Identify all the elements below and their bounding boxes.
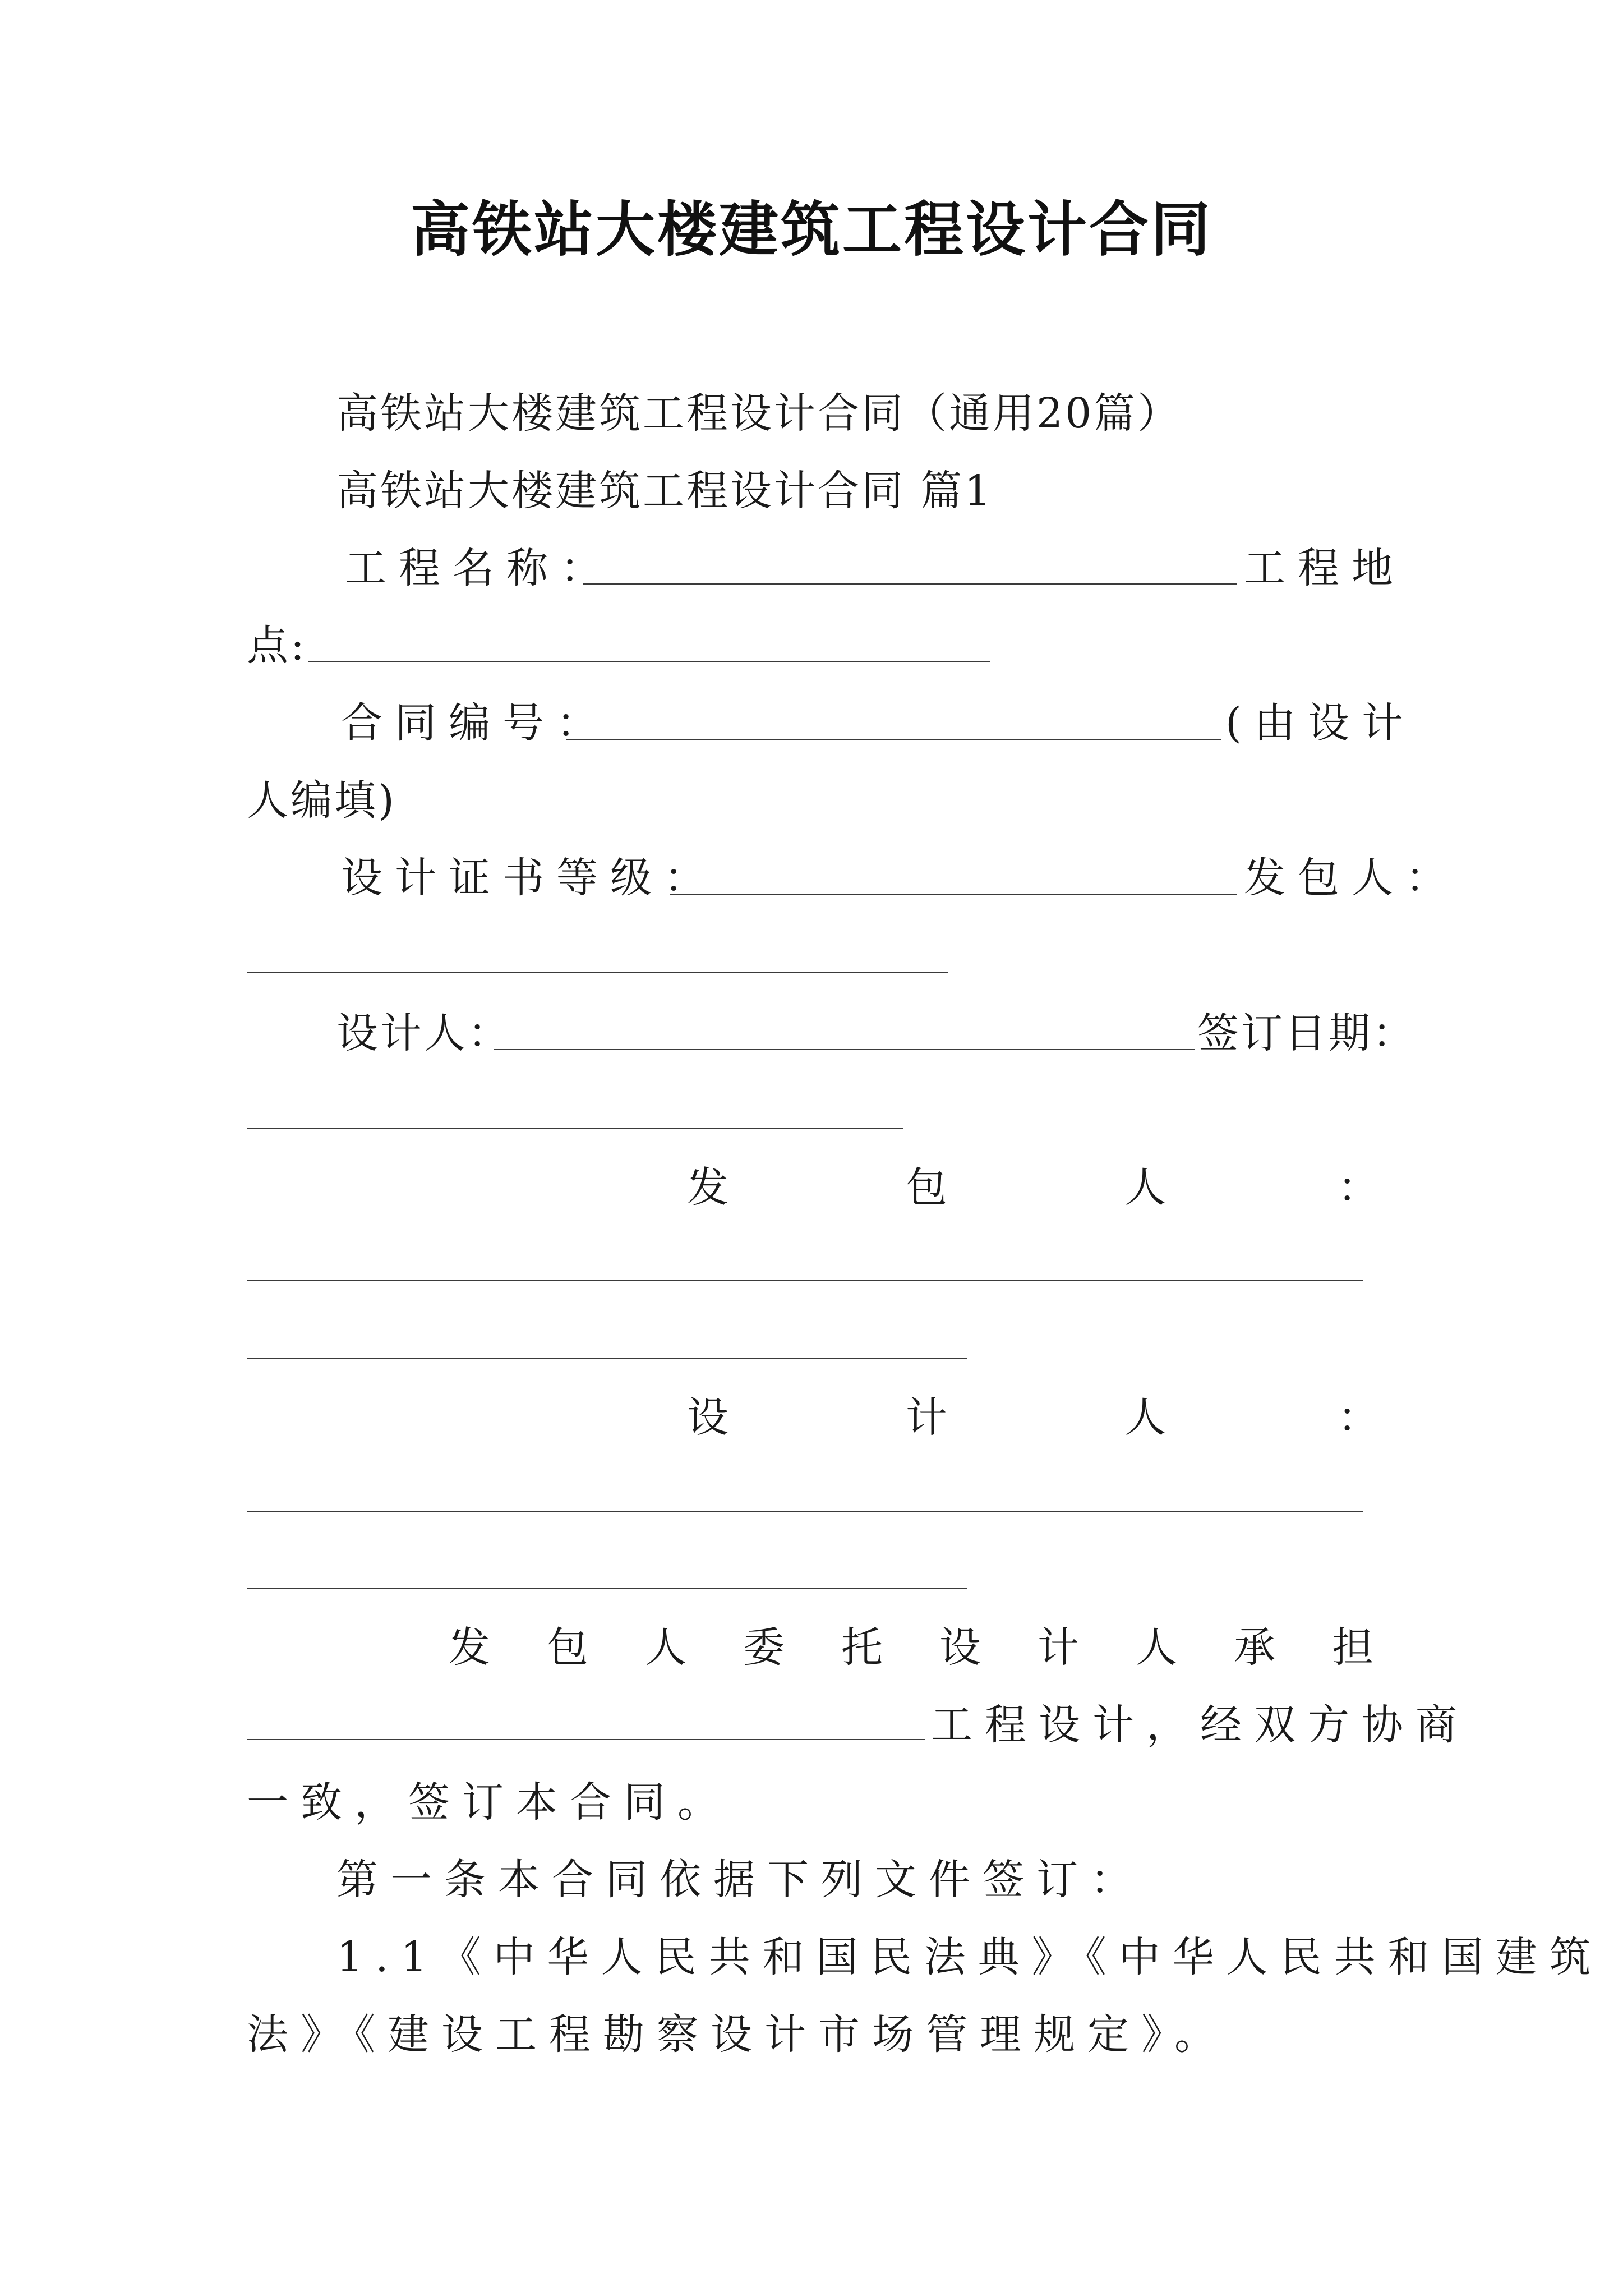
project-location-label-a: 工程地	[1244, 544, 1405, 592]
intro-char-2: 包	[547, 1623, 591, 1672]
designer-sign-blank-2	[247, 1588, 967, 1589]
contract-no-blank	[566, 739, 1221, 740]
project-name-label: 工程名称：	[345, 544, 614, 592]
spaced-employer-char-3: 人	[1124, 1163, 1168, 1212]
intro-char-7: 计	[1038, 1623, 1081, 1672]
intro-char-6: 设	[939, 1623, 983, 1672]
cert-level-blank	[670, 894, 1237, 895]
designer-label: 设计人：	[336, 1009, 511, 1057]
clause-1-1-line-b: 法》《建设工程勘察设计市场管理规定》。	[247, 2010, 1228, 2059]
spaced-designer-char-4: ：	[1338, 1393, 1381, 1442]
spaced-designer-char-1: 设	[687, 1393, 731, 1442]
intro-char-3: 人	[645, 1623, 689, 1672]
employer-label: 发包人：	[1244, 854, 1459, 902]
contract-no-note-b: 人编填)	[247, 776, 396, 825]
sign-date-label: 签订日期：	[1197, 1009, 1416, 1057]
intro-char-8: 人	[1136, 1623, 1179, 1672]
document-subtitle: 高铁站大楼建筑工程设计合同（通用20篇）	[336, 389, 1182, 438]
intro-char-1: 发	[449, 1623, 492, 1672]
contract-no-note-a: (由设计	[1225, 699, 1415, 747]
employer-blank	[247, 972, 948, 973]
intro-continuation: 工程设计，经双方协商	[931, 1701, 1469, 1749]
cert-level-label: 设计证书等级：	[341, 854, 718, 902]
intro-end: 一致，签订本合同。	[247, 1778, 731, 1826]
article-1-heading: 第一条本合同依据下列文件签订：	[336, 1856, 1144, 1904]
project-name-blank	[583, 583, 1237, 585]
designer-sign-blank-1	[247, 1511, 1363, 1512]
spaced-designer-char-2: 计	[906, 1393, 949, 1442]
spaced-employer-char-1: 发	[687, 1163, 731, 1212]
spaced-designer-char-3: 人	[1124, 1393, 1168, 1442]
intro-char-10: 担	[1332, 1623, 1376, 1672]
intro-char-9: 承	[1234, 1623, 1278, 1672]
intro-char-5: 托	[841, 1623, 885, 1672]
spaced-employer-char-4: ：	[1338, 1163, 1381, 1212]
contract-no-label: 合同编号：	[341, 699, 610, 747]
project-location-label-b: 点:	[247, 622, 307, 670]
designer-blank	[494, 1049, 1195, 1050]
employer-sign-blank-2	[247, 1358, 967, 1359]
document-title: 高铁站大楼建筑工程设计合同	[411, 194, 1212, 264]
section-heading: 高铁站大楼建筑工程设计合同 篇1	[336, 467, 993, 515]
employer-sign-blank-1	[247, 1280, 1363, 1281]
intro-char-4: 委	[743, 1623, 787, 1672]
spaced-employer-char-2: 包	[906, 1163, 949, 1212]
clause-1-1-line-a: 1.1《中华人民共和国民法典》《中华人民共和国建筑	[336, 1933, 1603, 1981]
project-location-blank	[308, 661, 990, 662]
sign-date-blank	[247, 1128, 903, 1129]
project-scope-blank	[247, 1739, 925, 1740]
